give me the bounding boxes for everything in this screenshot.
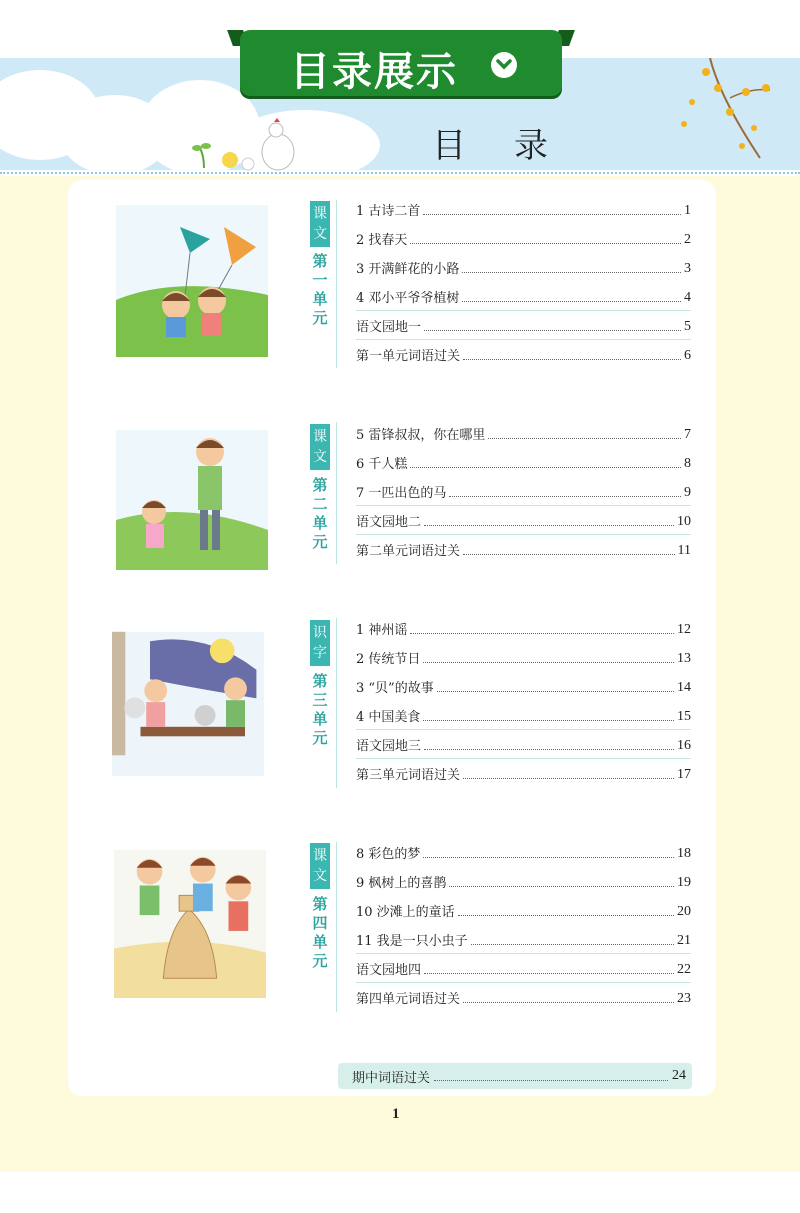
leader-dots	[462, 301, 681, 302]
toc-entry-page: 21	[677, 933, 691, 948]
toc-entry-page: 12	[677, 622, 691, 637]
leader-dots	[463, 359, 681, 360]
toc-entry-title: 第二单元词语过关	[356, 544, 461, 559]
chevron-down-icon	[491, 52, 517, 78]
toc-entry[interactable]	[356, 537, 691, 559]
section-rule	[356, 310, 691, 311]
leader-dots	[424, 330, 681, 331]
banner-title: 目录展示	[290, 49, 458, 95]
toc-entry-title: 3 “贝”的故事	[356, 681, 434, 696]
leader-dots	[410, 243, 681, 244]
toc-entry[interactable]	[356, 645, 691, 667]
unit-2-label: 第二单元	[312, 476, 328, 551]
toc-entry-title: 语文园地二	[356, 515, 422, 530]
leader-dots	[424, 749, 674, 750]
toc-entry-title: 语文园地三	[356, 739, 422, 754]
leader-dots	[437, 691, 674, 692]
toc-entry-title: 8 彩色的梦	[356, 847, 421, 862]
toc-entry-title: 第一单元词语过关	[356, 349, 461, 364]
toc-entry-page: 1	[684, 203, 691, 218]
section-rule	[356, 758, 691, 759]
toc-entry[interactable]	[356, 421, 691, 443]
toc-entry-page: 19	[677, 875, 691, 890]
leader-dots	[462, 272, 681, 273]
toc-entry[interactable]	[356, 284, 691, 306]
toc-entry-page: 18	[677, 846, 691, 861]
toc-entry-page: 22	[677, 962, 691, 977]
unit-4-label: 第四单元	[312, 895, 328, 970]
toc-entry-page: 13	[677, 651, 691, 666]
unit-2-illustration	[116, 424, 268, 576]
toc-entry[interactable]	[356, 761, 691, 783]
leader-dots	[410, 633, 674, 634]
toc-entry[interactable]	[356, 226, 691, 248]
toc-entry-page: 6	[684, 348, 691, 363]
leader-dots	[463, 778, 674, 779]
unit-1-divider	[336, 200, 337, 368]
toc-entry-title: 1 神州谣	[356, 623, 408, 638]
toc-entry-page: 14	[677, 680, 691, 695]
toc-entry[interactable]	[356, 313, 691, 335]
toc-entry-title: 11 我是一只小虫子	[356, 934, 468, 949]
toc-entry-title: 10 沙滩上的童话	[356, 905, 455, 920]
toc-entry-title: 语文园地一	[356, 320, 422, 335]
toc-entry-page: 23	[677, 991, 691, 1006]
section-rule	[356, 982, 691, 983]
leader-dots	[463, 1002, 674, 1003]
unit-4-illustration	[114, 848, 266, 1000]
header-divider	[0, 172, 800, 174]
toc-entry[interactable]	[356, 479, 691, 501]
toc-entry-page: 7	[684, 427, 691, 442]
leader-dots	[434, 1080, 668, 1081]
leader-dots	[423, 214, 681, 215]
toc-entry[interactable]	[356, 197, 691, 219]
section-rule	[356, 505, 691, 506]
toc-entry[interactable]	[356, 840, 691, 862]
maple-branch-decoration	[670, 58, 780, 168]
toc-entry-title: 1 古诗二首	[356, 204, 421, 219]
toc-entry-title: 4 邓小平爷爷植树	[356, 291, 460, 306]
toc-entry[interactable]	[356, 898, 691, 920]
toc-entry-page: 16	[677, 738, 691, 753]
toc-entry[interactable]	[356, 508, 691, 530]
unit-3-label: 第三单元	[312, 672, 328, 747]
unit-3-divider	[336, 618, 337, 788]
toc-entry-page: 4	[684, 290, 691, 305]
leader-dots	[410, 467, 681, 468]
toc-entry-page: 8	[684, 456, 691, 471]
toc-entry-page: 3	[684, 261, 691, 276]
toc-entry[interactable]	[356, 927, 691, 949]
toc-entry-page: 17	[677, 767, 691, 782]
unit-3-category-tag: 识字	[310, 620, 330, 666]
toc-entry-page: 15	[677, 709, 691, 724]
toc-entry[interactable]	[356, 450, 691, 472]
toc-entry-title: 5 雷锋叔叔，你在哪里	[356, 428, 486, 443]
toc-entry-title: 7 一匹出色的马	[356, 486, 447, 501]
unit-2-category-tag: 课文	[310, 424, 330, 470]
toc-entry-page: 5	[684, 319, 691, 334]
toc-entry-title: 第四单元词语过关	[356, 992, 461, 1007]
midterm-title: 期中词语过关	[352, 1070, 431, 1086]
page-heading: 目录	[432, 126, 596, 166]
midterm-page: 24	[672, 1068, 686, 1083]
leader-dots	[463, 554, 675, 555]
unit-4-divider	[336, 842, 337, 1012]
toc-entry[interactable]	[356, 255, 691, 277]
leader-dots	[458, 915, 674, 916]
leader-dots	[488, 438, 681, 439]
toc-entry-page: 9	[684, 485, 691, 500]
toc-entry-title: 9 枫树上的喜鹊	[356, 876, 447, 891]
toc-entry[interactable]	[356, 869, 691, 891]
toc-entry-page: 10	[677, 514, 691, 529]
leader-dots	[423, 662, 674, 663]
section-rule	[356, 953, 691, 954]
leader-dots	[423, 857, 674, 858]
leader-dots	[449, 886, 674, 887]
leader-dots	[424, 973, 674, 974]
section-rule	[356, 729, 691, 730]
toc-entry[interactable]	[356, 342, 691, 364]
unit-1-label: 第一单元	[312, 252, 328, 327]
section-rule	[356, 339, 691, 340]
toc-entry[interactable]	[356, 956, 691, 978]
toc-entry-title: 3 开满鲜花的小路	[356, 262, 460, 277]
midterm-entry[interactable]	[338, 1063, 692, 1089]
toc-entry-page: 20	[677, 904, 691, 919]
toc-entry-title: 2 传统节日	[356, 652, 421, 667]
toc-entry[interactable]	[356, 732, 691, 754]
toc-entry-title: 语文园地四	[356, 963, 422, 978]
unit-3-illustration	[112, 628, 264, 780]
leader-dots	[449, 496, 681, 497]
leader-dots	[471, 944, 674, 945]
toc-entry[interactable]	[356, 616, 691, 638]
leader-dots	[424, 525, 674, 526]
page-number: 1	[392, 1106, 400, 1122]
toc-entry-title: 第三单元词语过关	[356, 768, 461, 783]
unit-2-divider	[336, 422, 337, 564]
toc-entry-page: 11	[677, 543, 691, 558]
chicks-and-hen-decoration	[192, 118, 302, 172]
toc-entry-title: 6 千人糕	[356, 457, 408, 472]
unit-1-illustration	[116, 205, 268, 357]
section-rule	[356, 534, 691, 535]
toc-entry[interactable]	[356, 703, 691, 725]
toc-entry-page: 2	[684, 232, 691, 247]
toc-entry[interactable]	[356, 674, 691, 696]
unit-4-category-tag: 课文	[310, 843, 330, 889]
toc-entry-title: 2 找春天	[356, 233, 408, 248]
toc-entry-title: 4 中国美食	[356, 710, 421, 725]
unit-1-category-tag: 课文	[310, 201, 330, 247]
toc-entry[interactable]	[356, 985, 691, 1007]
leader-dots	[423, 720, 674, 721]
